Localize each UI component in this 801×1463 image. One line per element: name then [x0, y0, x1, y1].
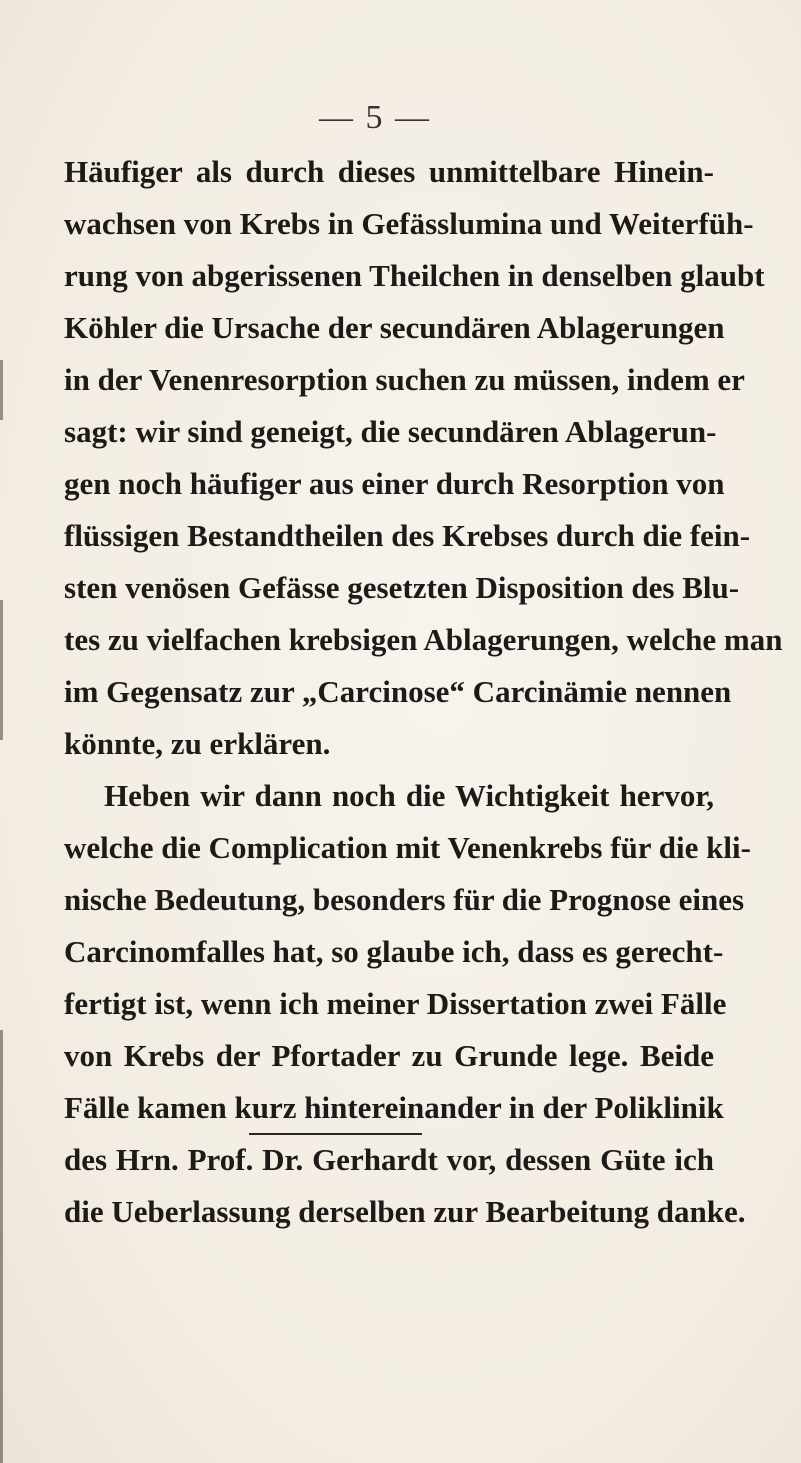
paragraph	[64, 146, 783, 770]
text-line: Fälle kamen kurz hintereinander in der Poliklinik	[64, 1090, 724, 1125]
text-line: des Hrn. Prof. Dr. Gerhardt vor, dessen Güte ich	[64, 1142, 714, 1177]
scan-edge-mark	[0, 360, 3, 420]
text-line: Köhler die Ursache der secundären Ablagerungen	[64, 310, 725, 345]
section-divider	[249, 1133, 422, 1135]
text-line: flüssigen Bestandtheilen des Krebses durch die fein-	[64, 518, 751, 553]
text-line: in der Venenresorption suchen zu müssen, indem er	[64, 362, 745, 397]
text-line: sagt: wir sind geneigt, die secundären Ablagerun-	[64, 414, 717, 449]
page-number: — 5 —	[319, 99, 431, 136]
text-line: im Gegensatz zur „Carcinose“ Carcinämie nennen	[64, 674, 732, 709]
text-line: Carcinomfalles hat, so glaube ich, dass es gerecht-	[64, 934, 724, 969]
text-line: Häufiger als durch dieses unmittelbare Hinein-	[64, 154, 714, 189]
text-line: gen noch häufiger aus einer durch Resorption von	[64, 466, 725, 501]
text-line: die Ueberlassung derselben zur Bearbeitung danke.	[64, 1194, 746, 1229]
text-line: von Krebs der Pfortader zu Grunde lege. Beide	[64, 1038, 714, 1073]
text-line: welche die Complication mit Venenkrebs für die kli-	[64, 830, 751, 865]
body-text	[64, 146, 783, 1238]
text-line: rung von abgerissenen Theilchen in denselben glaubt	[64, 258, 765, 293]
text-line: wachsen von Krebs in Gefässlumina und Weiterfüh-	[64, 206, 754, 241]
text-line: fertigt ist, wenn ich meiner Dissertation zwei Fälle	[64, 986, 727, 1021]
text-line: tes zu vielfachen krebsigen Ablagerungen, welche man	[64, 622, 783, 657]
scan-edge-mark	[0, 600, 3, 740]
paragraph	[64, 770, 751, 1238]
text-line: könnte, zu erklären.	[64, 726, 331, 761]
text-line: nische Bedeutung, besonders für die Prognose eines	[64, 882, 745, 917]
text-line: Heben wir dann noch die Wichtigkeit hervor,	[104, 778, 714, 813]
scan-edge-mark	[0, 1030, 3, 1463]
text-line: sten venösen Gefässe gesetzten Disposition des Blu-	[64, 570, 740, 605]
